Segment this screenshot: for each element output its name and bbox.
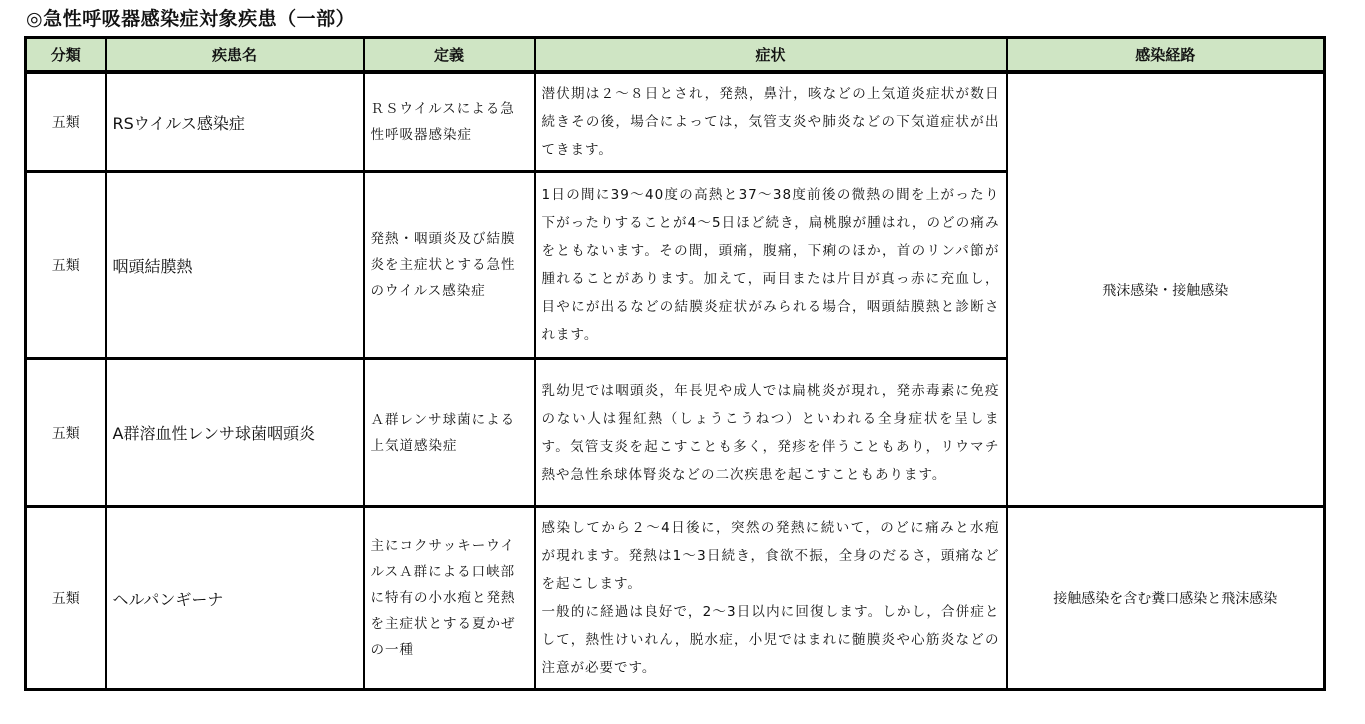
category-cell: 五類 bbox=[26, 507, 106, 690]
symptoms-paragraph: 一般的に経過は良好で，2～3日以内に回復します。しかし，合併症として，熱性けいれん，脱水症，小児ではまれに髄膜炎や心筋炎などの注意が必要です。 bbox=[541, 604, 1000, 676]
header-symptoms: 症状 bbox=[535, 38, 1007, 73]
header-definition: 定義 bbox=[364, 38, 535, 73]
category-cell: 五類 bbox=[26, 172, 106, 359]
symptoms-cell bbox=[535, 72, 1007, 172]
symptoms-paragraph: 感染してから２～4日後に，突然の発熱に続いて，のどに痛みと水疱が現れます。発熱は1～3日続き，食欲不振，全身のだるさ，頭痛などを起こします。 bbox=[541, 520, 1000, 592]
definition-cell: 主にコクサッキーウイルスＡ群による口峡部に特有の小水疱と発熱を主症状とする夏かぜの一種 bbox=[364, 507, 535, 690]
symptoms-paragraph: 乳幼児では咽頭炎，年長児や成人では扁桃炎が現れ，発赤毒素に免疫のない人は猩紅熱（しょうこうねつ）といわれる全身症状を呈します。気管支炎を起こすことも多く，発疹を伴うこともあり，リウマチ熱や急性糸球体腎炎などの二次疾患を起こすこともあります。 bbox=[541, 382, 1000, 483]
disease-name-cell: ヘルパンギーナ bbox=[106, 507, 364, 690]
header-row bbox=[26, 38, 1325, 73]
header-category: 分類 bbox=[26, 38, 106, 73]
symptoms-cell bbox=[535, 172, 1007, 359]
disease-name-cell: 咽頭結膜熱 bbox=[106, 172, 364, 359]
page-title: ◎急性呼吸器感染症対象疾患（一部） bbox=[26, 8, 356, 30]
category-cell: 五類 bbox=[26, 72, 106, 172]
disease-name-cell: RSウイルス感染症 bbox=[106, 72, 364, 172]
category-cell: 五類 bbox=[26, 359, 106, 507]
header-disease: 疾患名 bbox=[106, 38, 364, 73]
symptoms-paragraph: 潜伏期は２～８日とされ，発熱，鼻汁，咳などの上気道炎症状が数日続きその後，場合によっては，気管支炎や肺炎などの下気道症状が出てきます。 bbox=[541, 86, 1000, 158]
symptoms-cell bbox=[535, 507, 1007, 690]
definition-cell: 発熱・咽頭炎及び結膜炎を主症状とする急性のウイルス感染症 bbox=[364, 172, 535, 359]
route-cell-airborne-contact: 飛沫感染・接触感染 bbox=[1007, 72, 1325, 507]
definition-cell: ＲＳウイルスによる急性呼吸器感染症 bbox=[364, 72, 535, 172]
route-cell-fecal-oral: 接触感染を含む糞口感染と飛沫感染 bbox=[1007, 507, 1325, 690]
header-route: 感染経路 bbox=[1007, 38, 1325, 73]
symptoms-cell bbox=[535, 359, 1007, 507]
disease-table bbox=[24, 36, 1326, 691]
table-row bbox=[26, 72, 1325, 172]
symptoms-paragraph: 1日の間に39～40度の高熱と37～38度前後の微熱の間を上がったり下がったりすることが4～5日ほど続き，扁桃腺が腫はれ，のどの痛みをともないます。その間，頭痛，腹痛，下痢のほか，首のリンパ節が腫れることがあります。加えて，両目または片目が真っ赤に充血し，目やにが出るなどの結膜炎症状がみられる場合，咽頭結膜熱と診断されます。 bbox=[541, 187, 1000, 343]
table-row bbox=[26, 507, 1325, 690]
definition-cell: Ａ群レンサ球菌による上気道感染症 bbox=[364, 359, 535, 507]
disease-name-cell: A群溶血性レンサ球菌咽頭炎 bbox=[106, 359, 364, 507]
